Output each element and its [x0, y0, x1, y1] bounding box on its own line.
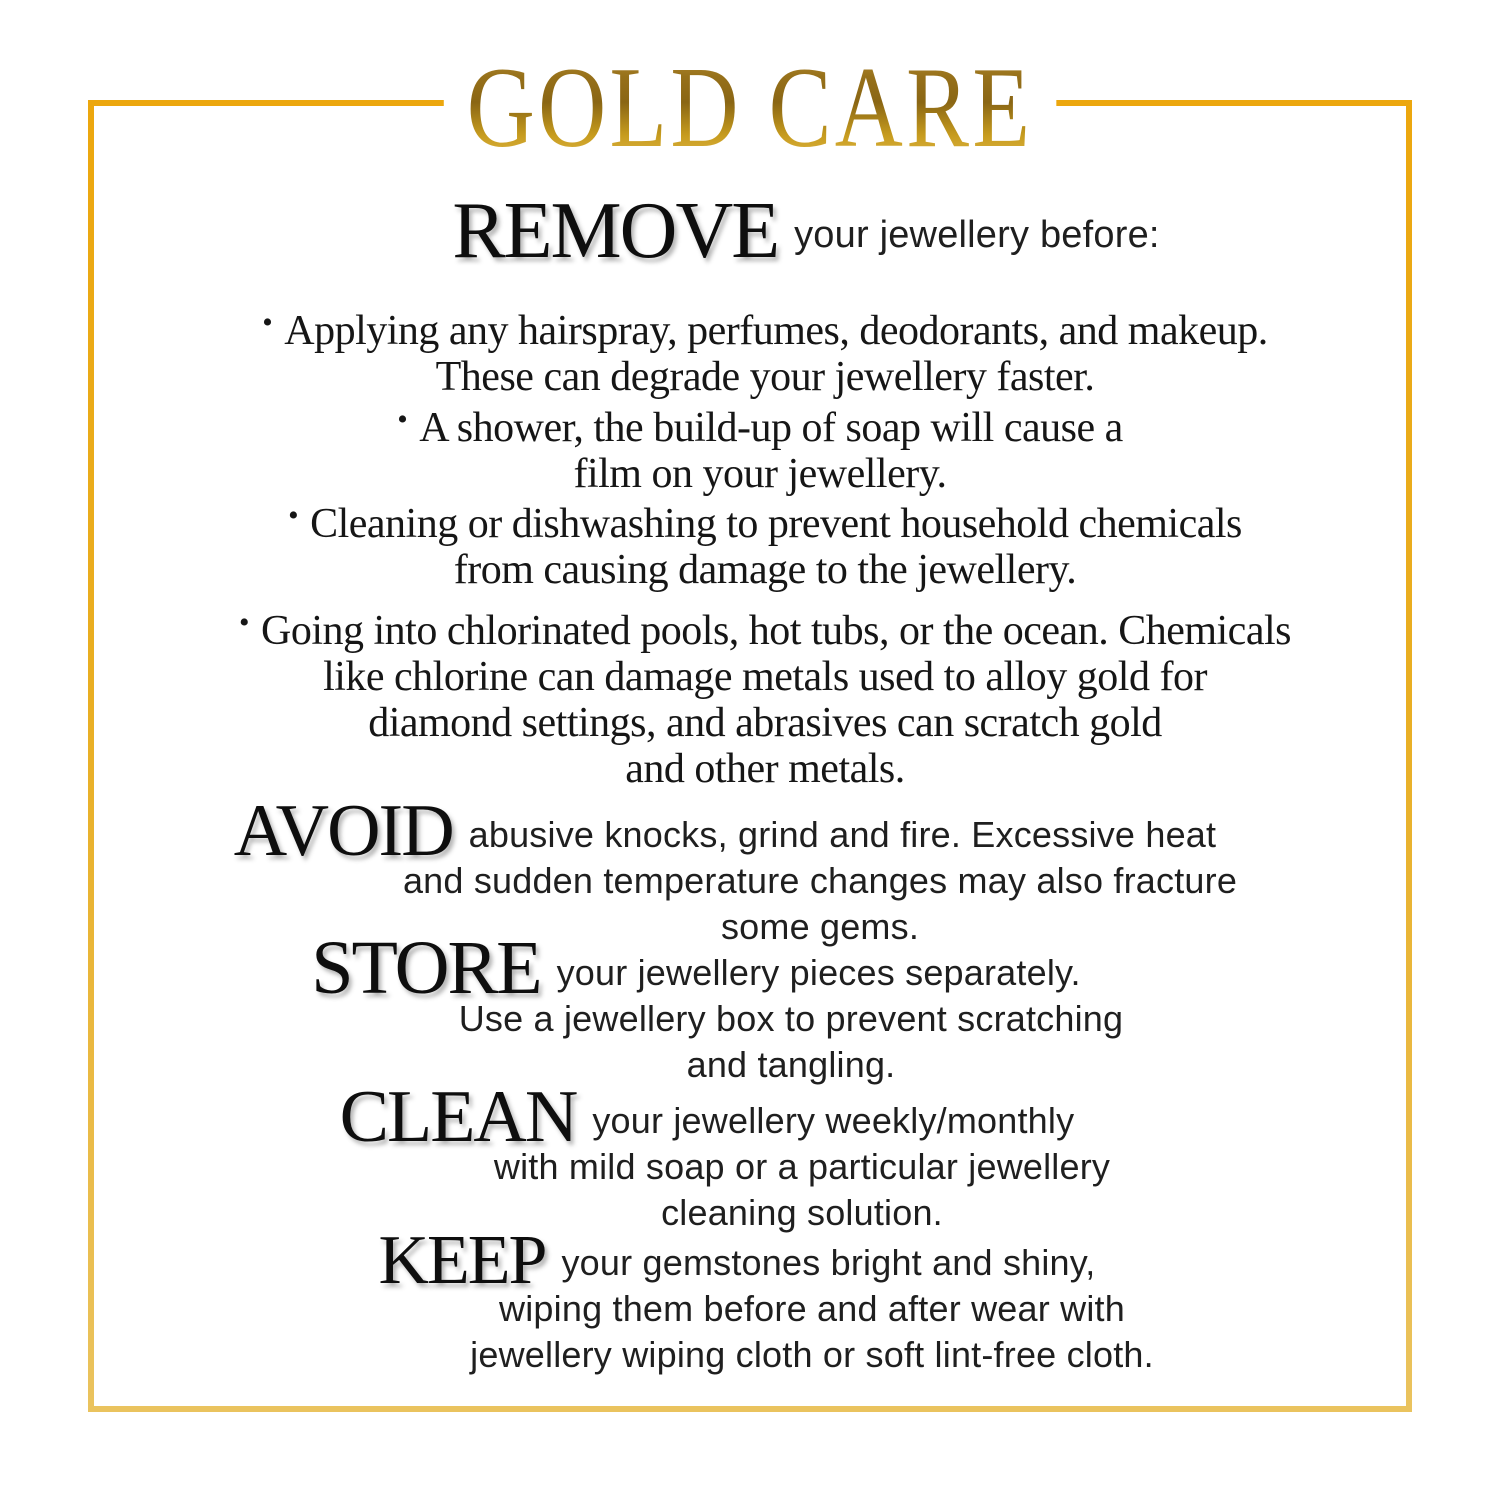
bullet-text: and other metals. [625, 746, 905, 792]
bullet-text: Going into chlorinated pools, hot tubs, or the ocean. Chemicals [261, 608, 1291, 654]
avoid-heading: AVOID [233, 790, 453, 872]
clean-text: cleaning solution. [661, 1192, 943, 1233]
bullet-item-pools [15, 600, 1500, 792]
bullet-icon: • [239, 606, 250, 639]
avoid-heading-line [70, 790, 1500, 872]
bullet-text: A shower, the build-up of soap will cause a [419, 405, 1123, 451]
store-text: and tangling. [686, 1044, 896, 1085]
keep-heading: KEEP [378, 1222, 546, 1299]
remove-heading: REMOVE [452, 187, 779, 275]
bullet-text: film on your jewellery. [573, 451, 947, 497]
bullet-line [15, 300, 1500, 354]
bullet-line [10, 397, 1500, 451]
clean-heading-line [52, 1076, 1500, 1158]
bullet-text: diamond settings, and abrasives can scratch gold [368, 700, 1162, 746]
store-text: Use a jewellery box to prevent scratching [458, 998, 1124, 1039]
bullet-item-hairspray [15, 300, 1500, 400]
bullet-text: like chlorine can damage metals used to alloy gold for [323, 654, 1207, 700]
avoid-text: abusive knocks, grind and fire. Excessive heat [468, 814, 1217, 855]
avoid-text: and sudden temperature changes may also fracture [402, 860, 1238, 901]
bullet-item-shower [10, 397, 1500, 497]
bullet-item-cleaning [15, 493, 1500, 593]
remove-intro-text: your jewellery before: [794, 214, 1160, 256]
bullet-icon: • [262, 306, 273, 339]
store-heading: STORE [311, 926, 541, 1010]
store-text: your jewellery pieces separately. [556, 952, 1081, 993]
bullet-text: Cleaning or dishwashing to prevent household chemicals [310, 501, 1242, 547]
remove-heading-line [56, 187, 1500, 275]
page-title: GOLD CARE [466, 44, 1034, 171]
bullet-text: Applying any hairspray, perfumes, deodorants, and makeup. [284, 308, 1268, 354]
bullet-line [15, 493, 1500, 547]
remove-section-heading [56, 187, 1500, 275]
clean-text: with mild soap or a particular jewellery [493, 1146, 1111, 1187]
keep-text: your gemstones bright and shiny, [561, 1242, 1096, 1283]
avoid-section [70, 790, 1500, 950]
clean-text: your jewellery weekly/monthly [592, 1100, 1075, 1141]
keep-heading-line [62, 1222, 1500, 1299]
keep-text: wiping them before and after wear with [499, 1288, 1125, 1329]
bullet-icon: • [397, 403, 408, 436]
bullet-text: from causing damage to the jewellery. [453, 547, 1077, 593]
title-banner [444, 44, 1056, 171]
bullet-line [15, 600, 1500, 654]
keep-section [62, 1222, 1500, 1378]
bullet-text: These can degrade your jewellery faster. [435, 354, 1095, 400]
bullet-icon: • [288, 499, 299, 532]
clean-heading: CLEAN [339, 1076, 577, 1158]
avoid-text: some gems. [720, 906, 920, 947]
keep-text: jewellery wiping cloth or soft lint-free cloth. [470, 1334, 1154, 1375]
clean-section [52, 1076, 1500, 1236]
